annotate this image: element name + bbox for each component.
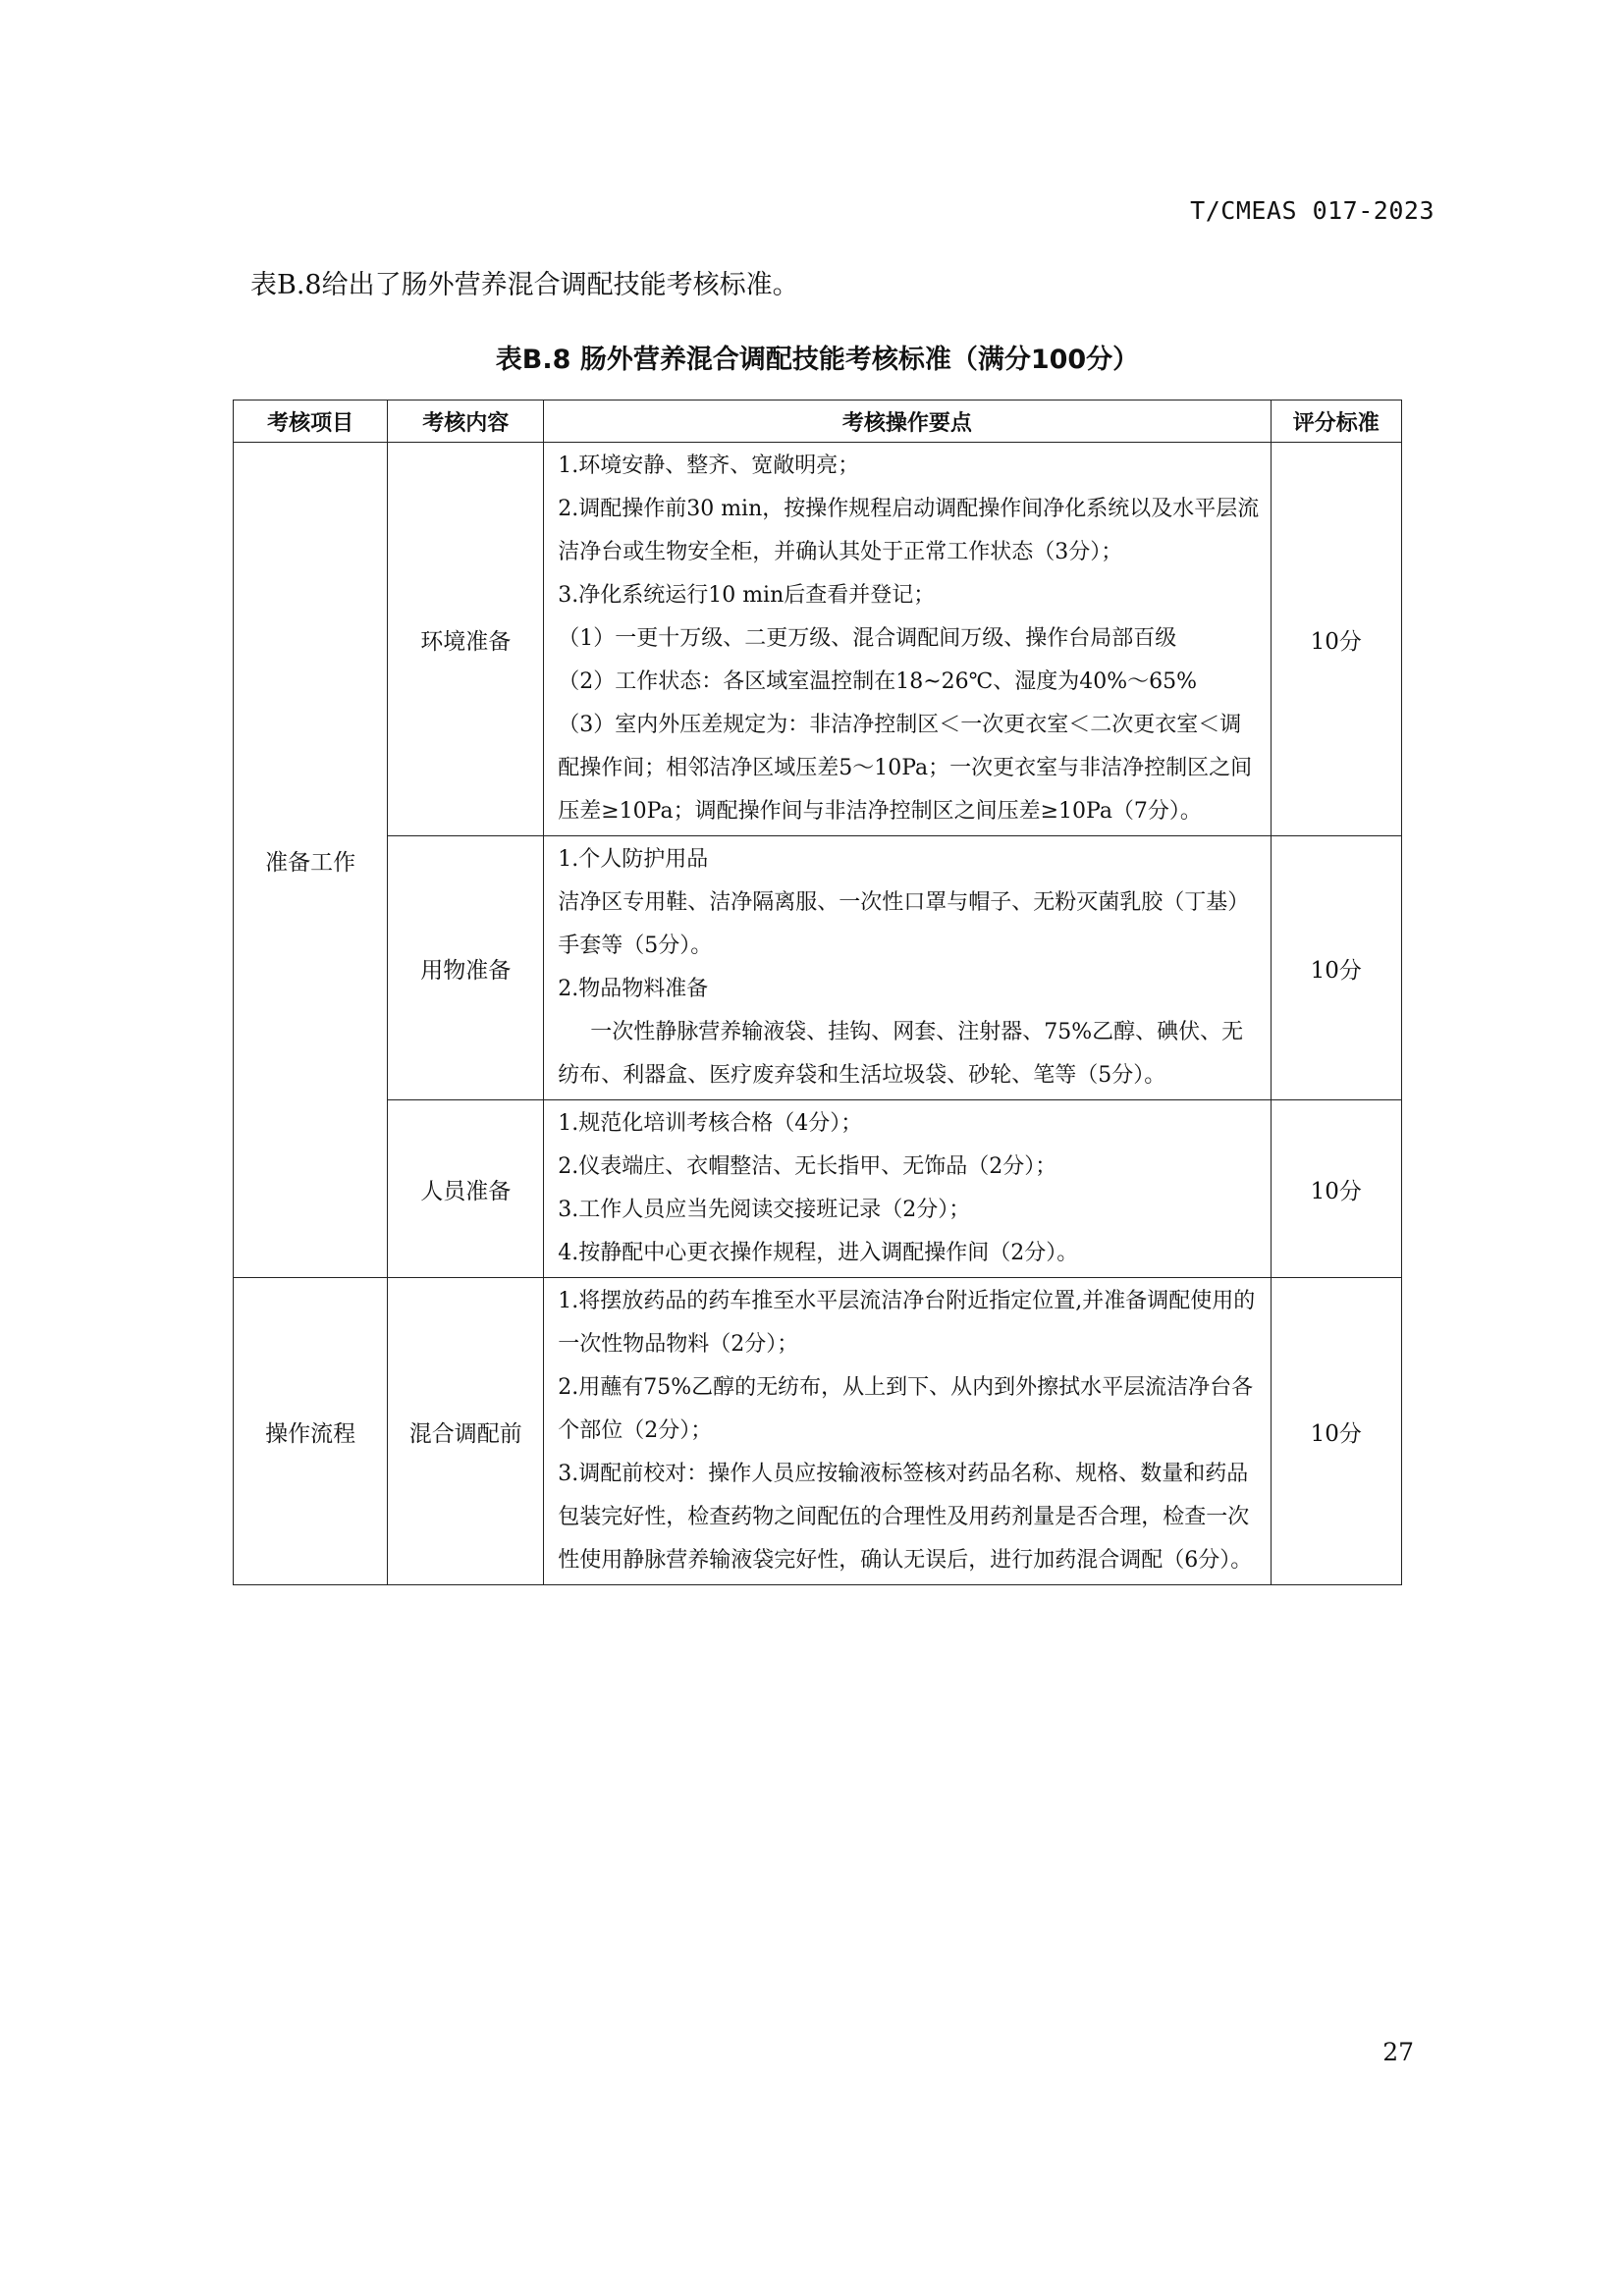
category-cell: 操作流程 [234,1278,388,1585]
score-cell: 10分 [1271,443,1401,836]
point-line: （2）工作状态：各区域室温控制在18~26℃、湿度为40%～65% [558,669,1198,694]
page-number: 27 [1382,2038,1414,2066]
point-line: 1.将摆放药品的药车推至水平层流洁净台附近指定位置,并准备调配使用的一次性物品物料（2分）； [558,1289,1256,1357]
table-row [234,443,1402,836]
table-row [234,836,1402,1100]
point-line: 2.调配操作前30 min，按操作规程启动调配操作间净化系统以及水平层流洁净台或生物安全柜，并确认其处于正常工作状态（3分）； [558,497,1260,564]
table-row [234,1100,1402,1278]
content-cell: 用物准备 [388,836,544,1100]
point-line: 2.仪表端庄、衣帽整洁、无长指甲、无饰品（2分）； [558,1154,1057,1179]
category-cell: 准备工作 [234,443,388,1278]
table-title: 表B.8 肠外营养混合调配技能考核标准（满分100分） [495,345,1140,375]
point-line: 2.用蘸有75%乙醇的无纺布，从上到下、从内到外擦拭水平层流洁净台各个部位（2分）； [558,1375,1254,1443]
header-scoring-standard: 评分标准 [1271,400,1401,443]
point-line: 一次性静脉营养输液袋、挂钩、网套、注射器、75%乙醇、碘伏、无纺布、利器盒、医疗废弃袋和生活垃圾袋、砂轮、笔等（5分）。 [558,1020,1244,1088]
point-line: 3.净化系统运行10 min后查看并登记； [558,583,936,608]
content-cell: 环境准备 [388,443,544,836]
header-assessment-content: 考核内容 [388,400,544,443]
content-cell: 混合调配前 [388,1278,544,1585]
header-assessment-item: 考核项目 [234,400,388,443]
intro-paragraph: 表B.8给出了肠外营养混合调配技能考核标准。 [250,270,799,300]
table-header-row [234,400,1402,443]
point-line: 4.按静配中心更衣操作规程，进入调配操作间（2分）。 [558,1241,1079,1265]
point-line: （3）室内外压差规定为：非洁净控制区＜一次更衣室＜二次更衣室＜调配操作间；相邻洁净区域压差5～10Pa；一次更衣室与非洁净控制区之间压差≥10Pa；调配操作间与非洁净控制区之间压差≥10Pa（7分）。 [558,713,1253,824]
point-line: 1.规范化培训考核合格（4分）； [558,1111,863,1136]
assessment-criteria-table [233,400,1402,1585]
point-line: 3.调配前校对：操作人员应按输液标签核对药品名称、规格、数量和药品包装完好性，检查药物之间配伍的合理性及用药剂量是否合理，检查一次性使用静脉营养输液袋完好性，确认无误后，进行加药混合调配（6分）。 [558,1462,1253,1573]
document-code: T/CMEAS 017-2023 [1190,196,1435,225]
header-key-operation-points: 考核操作要点 [544,400,1271,443]
content-cell: 人员准备 [388,1100,544,1278]
point-line: 2.物品物料准备 [558,977,709,1001]
point-line: 3.工作人员应当先阅读交接班记录（2分）； [558,1198,971,1222]
point-line: （1）一更十万级、二更万级、混合调配间万级、操作台局部百级 [558,626,1177,651]
point-line: 洁净区专用鞋、洁净隔离服、一次性口罩与帽子、无粉灭菌乳胶（丁基）手套等（5分）。 [558,890,1250,958]
point-line: 1.环境安静、整齐、宽敞明亮； [558,454,860,478]
table-row [234,1278,1402,1585]
score-cell: 10分 [1271,1278,1401,1585]
operation-points-cell [544,1100,1271,1278]
operation-points-cell [544,1278,1271,1585]
point-line: 1.个人防护用品 [558,847,709,872]
operation-points-cell [544,443,1271,836]
operation-points-cell [544,836,1271,1100]
score-cell: 10分 [1271,836,1401,1100]
score-cell: 10分 [1271,1100,1401,1278]
